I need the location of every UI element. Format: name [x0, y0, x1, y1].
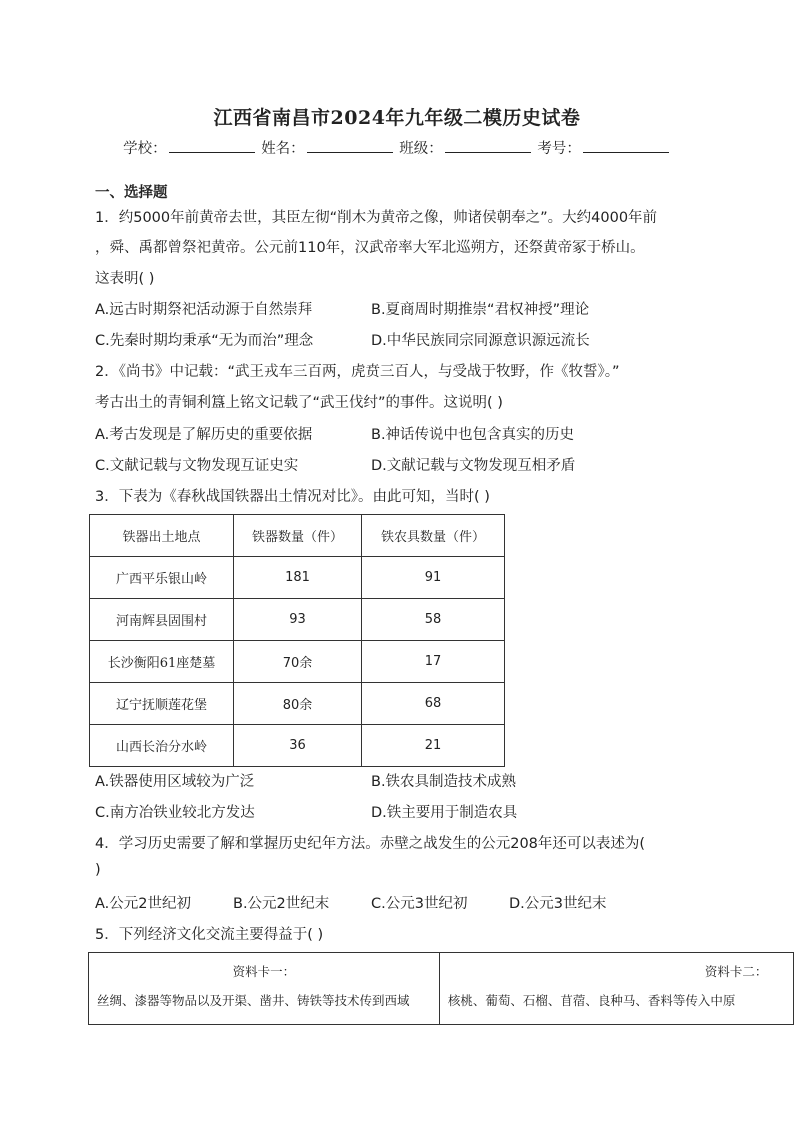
q4-option-b[interactable]: B.公元2世纪末 — [233, 896, 330, 912]
q4-option-c[interactable]: C.公元3世纪初 — [371, 896, 468, 912]
table-cell: 93 — [234, 599, 362, 641]
table-cell: 80余 — [234, 683, 362, 725]
q1-option-a[interactable]: A.远古时期祭祀活动源于自然崇拜 — [95, 302, 313, 318]
class-blank[interactable] — [445, 142, 531, 153]
data-cards-table — [88, 952, 794, 1025]
name-blank[interactable] — [307, 142, 393, 153]
student-info-line — [0, 137, 794, 158]
data-card-one-body: 丝绸、漆器等物品以及开渠、凿井、铸铁等技术传到西域 — [97, 993, 410, 1008]
table-row — [90, 557, 505, 599]
q2-option-c[interactable]: C.文献记载与文物发现互证史实 — [95, 458, 299, 474]
table-row — [90, 641, 505, 683]
table-row — [90, 599, 505, 641]
table-header-cell: 铁农具数量（件） — [362, 515, 505, 557]
data-card-two — [439, 953, 793, 1025]
school-blank[interactable] — [169, 142, 255, 153]
class-label: 班级： — [399, 141, 443, 157]
table-row — [90, 683, 505, 725]
q4-stem-line2: ) — [95, 862, 101, 878]
table-cell: 21 — [362, 725, 505, 767]
q1-option-b[interactable]: B.夏商周时期推崇“君权神授”理论 — [371, 302, 590, 318]
table-cell: 长沙衡阳61座楚墓 — [90, 641, 234, 683]
iron-finds-table — [89, 514, 505, 767]
number-label: 考号： — [537, 141, 581, 157]
class-field — [399, 137, 533, 158]
table-cell: 36 — [234, 725, 362, 767]
table-cell: 181 — [234, 557, 362, 599]
q1-stem-line1: 1．约5000年前黄帝去世，其臣左彻“削木为黄帝之像，帅诸侯朝奉之”。大约4000年前 — [95, 210, 658, 226]
q1-option-d[interactable]: D.中华民族同宗同源意识源远流长 — [371, 333, 590, 349]
exam-title: 江西省南昌市2024年九年级二模历史试卷 — [213, 107, 581, 129]
school-label: 学校： — [123, 141, 167, 157]
q1-stem-line3: 这表明( ) — [95, 271, 155, 287]
table-cell: 辽宁抚顺莲花堡 — [90, 683, 234, 725]
table-header-row — [90, 515, 505, 557]
table-cell: 70余 — [234, 641, 362, 683]
table-row — [90, 725, 505, 767]
q1-option-c[interactable]: C.先秦时期均秉承“无为而治”理念 — [95, 333, 314, 349]
q3-option-d[interactable]: D.铁主要用于制造农具 — [371, 805, 518, 821]
q2-stem-line2: 考古出土的青铜利簋上铭文记载了“武王伐纣”的事件。这说明( ) — [95, 395, 503, 411]
school-field — [123, 137, 257, 158]
q1-stem-line2: ，舜、禹都曾祭祀黄帝。公元前110年，汉武帝率大军北巡朔方，还祭黄帝冢于桥山。 — [95, 240, 645, 256]
table-header-cell: 铁器出土地点 — [90, 515, 234, 557]
q4-stem-line1: 4．学习历史需要了解和掌握历史纪年方法。赤壁之战发生的公元208年还可以表述为( — [95, 836, 646, 852]
q3-option-c[interactable]: C.南方冶铁业较北方发达 — [95, 805, 255, 821]
table-cell: 68 — [362, 683, 505, 725]
table-header-cell: 铁器数量（件） — [234, 515, 362, 557]
name-label: 姓名： — [261, 141, 305, 157]
q4-option-a[interactable]: A.公元2世纪初 — [95, 896, 191, 912]
name-field — [261, 137, 395, 158]
q2-stem-line1: 2．《尚书》中记载：“武王戎车三百两，虎贲三百人，与受战于牧野，作《牧誓》。” — [95, 364, 620, 380]
number-field — [537, 137, 671, 158]
table-cell: 山西长治分水岭 — [90, 725, 234, 767]
data-card-two-body: 核桃、葡萄、石榴、苜蓿、良种马、香料等传入中原 — [447, 993, 736, 1008]
table-cell: 91 — [362, 557, 505, 599]
data-card-two-title: 资料卡二： — [704, 964, 768, 979]
q3-option-a[interactable]: A.铁器使用区域较为广泛 — [95, 774, 255, 790]
table-cell: 58 — [362, 599, 505, 641]
q4-option-d[interactable]: D.公元3世纪末 — [509, 896, 607, 912]
table-row — [89, 953, 794, 1025]
number-blank[interactable] — [583, 142, 669, 153]
q3-stem-line1: 3．下表为《春秋战国铁器出土情况对比》。由此可知，当时( ) — [95, 489, 490, 505]
table-cell: 17 — [362, 641, 505, 683]
q2-option-b[interactable]: B.神话传说中也包含真实的历史 — [371, 427, 575, 443]
q5-stem-line1: 5．下列经济文化交流主要得益于( ) — [95, 927, 324, 943]
q2-option-d[interactable]: D.文献记载与文物发现互相矛盾 — [371, 458, 576, 474]
data-card-one-title: 资料卡一： — [232, 964, 296, 979]
data-card-one — [89, 953, 440, 1025]
q3-option-b[interactable]: B.铁农具制造技术成熟 — [371, 774, 517, 790]
q2-option-a[interactable]: A.考古发现是了解历史的重要依据 — [95, 427, 313, 443]
section-heading: 一、选择题 — [95, 185, 168, 201]
table-cell: 河南辉县固围村 — [90, 599, 234, 641]
table-cell: 广西平乐银山岭 — [90, 557, 234, 599]
